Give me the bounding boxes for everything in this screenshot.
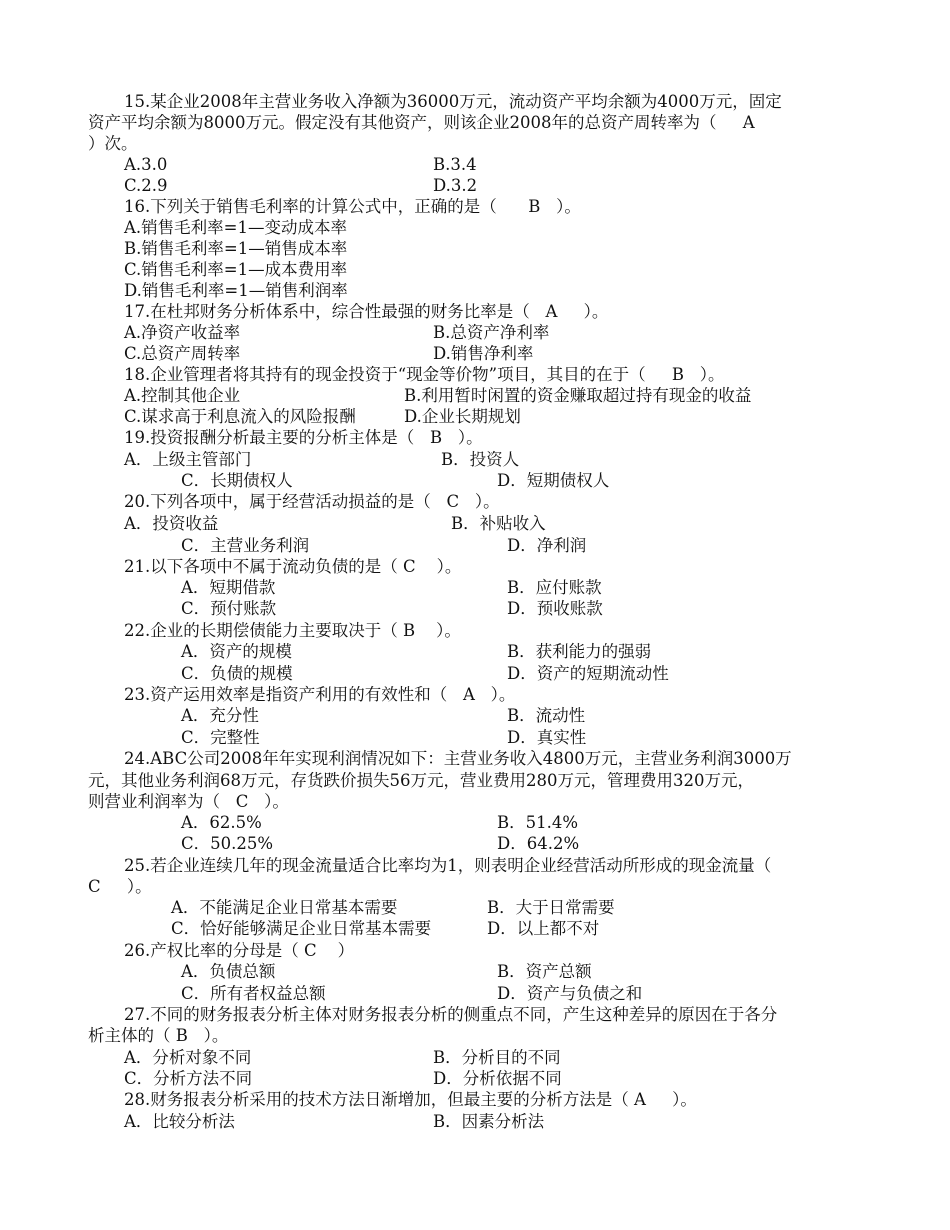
q24-option-c: C．50.25%: [181, 834, 274, 853]
q25-option-a: A．不能满足企业日常基本需要: [171, 898, 398, 917]
q23-option-a: A．充分性: [181, 706, 259, 725]
q27-line-2: 析主体的（ B ）。: [88, 1026, 229, 1045]
q21-option-a: A．短期借款: [181, 578, 276, 597]
q17-option-c: C.总资产周转率: [124, 344, 241, 363]
q15-option-b: B.3.4: [433, 155, 477, 174]
q22-option-c: C．负债的规模: [181, 664, 293, 683]
q17-option-b: B.总资产净利率: [433, 323, 550, 342]
q19-question: 19.投资报酬分析最主要的分析主体是（ B ）。: [124, 428, 483, 447]
q24-option-b: B．51.4%: [497, 813, 579, 832]
q26-option-a: A．负债总额: [181, 962, 276, 981]
q15-line-2: 资产平均余额为8000万元。假定没有其他资产，则该企业2008年的总资产周转率为（ A: [88, 113, 755, 132]
q28-option-a: A．比较分析法: [124, 1112, 235, 1131]
q27-option-c: C．分析方法不同: [124, 1069, 253, 1088]
q22-option-d: D．资产的短期流动性: [507, 664, 669, 683]
q17-option-a: A.净资产收益率: [124, 323, 241, 342]
q16-option-d: D.销售毛利率=1—销售利润率: [124, 281, 348, 300]
q22-question: 22.企业的长期偿债能力主要取决于（ B ）。: [124, 621, 461, 640]
q15-option-d: D.3.2: [433, 176, 478, 195]
q20-option-a: A．投资收益: [124, 514, 219, 533]
q21-option-b: B．应付账款: [507, 578, 602, 597]
q27-option-d: D．分析依据不同: [433, 1069, 562, 1088]
q20-option-d: D．净利润: [507, 536, 587, 555]
q23-option-d: D．真实性: [507, 728, 587, 747]
q17-question: 17.在杜邦财务分析体系中，综合性最强的财务比率是（ A ）。: [124, 302, 609, 321]
q26-question: 26.产权比率的分母是（ C ）: [124, 941, 355, 960]
q25-option-d: D．以上都不对: [487, 919, 600, 938]
q26-option-d: D．资产与负债之和: [497, 984, 643, 1003]
q19-option-c: C．长期债权人: [181, 471, 293, 490]
q16-option-b: B.销售毛利率=1—销售成本率: [124, 239, 348, 258]
q25-line-1: 25.若企业连续几年的现金流量适合比率均为1，则表明企业经营活动所形成的现金流量（: [124, 856, 772, 875]
q28-question: 28.财务报表分析采用的技术方法日渐增加，但最主要的分析方法是（ A ）。: [124, 1090, 697, 1109]
q15-option-c: C.2.9: [124, 176, 168, 195]
q25-option-b: B．大于日常需要: [487, 898, 615, 917]
q26-option-b: B．资产总额: [497, 962, 592, 981]
q26-option-c: C．所有者权益总额: [181, 984, 326, 1003]
q25-option-c: C．恰好能够满足企业日常基本需要: [171, 919, 432, 938]
q19-option-d: D．短期债权人: [497, 471, 610, 490]
q18-option-b: B.利用暂时闲置的资金赚取超过持有现金的收益: [404, 386, 752, 405]
q27-option-b: B．分析目的不同: [433, 1048, 561, 1067]
q16-option-a: A.销售毛利率=1—变动成本率: [124, 218, 347, 237]
q25-line-2: C ）。: [88, 877, 152, 896]
q18-option-d: D.企业长期规划: [404, 407, 521, 426]
q22-option-b: B．获利能力的强弱: [507, 642, 652, 661]
q18-question: 18.企业管理者将其持有的现金投资于“现金等价物”项目，其目的在于（ B ）。: [124, 365, 725, 384]
q21-option-d: D．预收账款: [507, 599, 603, 618]
q23-option-b: B．流动性: [507, 706, 586, 725]
q16-option-c: C.销售毛利率=1—成本费用率: [124, 260, 348, 279]
q20-option-b: B．补贴收入: [451, 514, 546, 533]
q19-option-a: A．上级主管部门: [124, 450, 252, 469]
q16-question: 16.下列关于销售毛利率的计算公式中，正确的是（ B ）。: [124, 197, 581, 216]
q23-question: 23.资产运用效率是指资产利用的有效性和（ A ）。: [124, 685, 516, 704]
q21-question: 21.以下各项中不属于流动负债的是（ C ）。: [124, 557, 462, 576]
q15-option-a: A.3.0: [124, 155, 168, 174]
q18-option-c: C.谋求高于利息流入的风险报酬: [124, 407, 356, 426]
q27-line-1: 27.不同的财务报表分析主体对财务报表分析的侧重点不同，产生这种差异的原因在于各分: [124, 1005, 778, 1024]
q18-option-a: A.控制其他企业: [124, 386, 241, 405]
q15-line-3: ）次。: [88, 134, 138, 153]
q20-option-c: C．主营业务利润: [181, 536, 310, 555]
q24-line-2: 元，其他业务利润68万元，存货跌价损失56万元，营业费用280万元，管理费用320万元，: [88, 771, 754, 790]
q17-option-d: D.销售净利率: [433, 344, 534, 363]
q20-question: 20.下列各项中，属于经营活动损益的是（ C ）。: [124, 492, 500, 511]
q27-option-a: A．分析对象不同: [124, 1048, 252, 1067]
q15-line-1: 15.某企业2008年主营业务收入净额为36000万元，流动资产平均余额为4000万元，固定: [124, 92, 782, 111]
q23-option-c: C．完整性: [181, 728, 260, 747]
q22-option-a: A．资产的规模: [181, 642, 292, 661]
q28-option-b: B．因素分析法: [433, 1112, 545, 1131]
q19-option-b: B．投资人: [441, 450, 520, 469]
q24-line-3: 则营业利润率为（ C ）。: [88, 792, 289, 811]
q24-option-d: D．64.2%: [497, 834, 580, 853]
q21-option-c: C．预付账款: [181, 599, 277, 618]
q24-option-a: A．62.5%: [181, 813, 262, 832]
q24-line-1: 24.ABC公司2008年年实现利润情况如下：主营业务收入4800万元，主营业务利润3000万: [124, 749, 792, 768]
